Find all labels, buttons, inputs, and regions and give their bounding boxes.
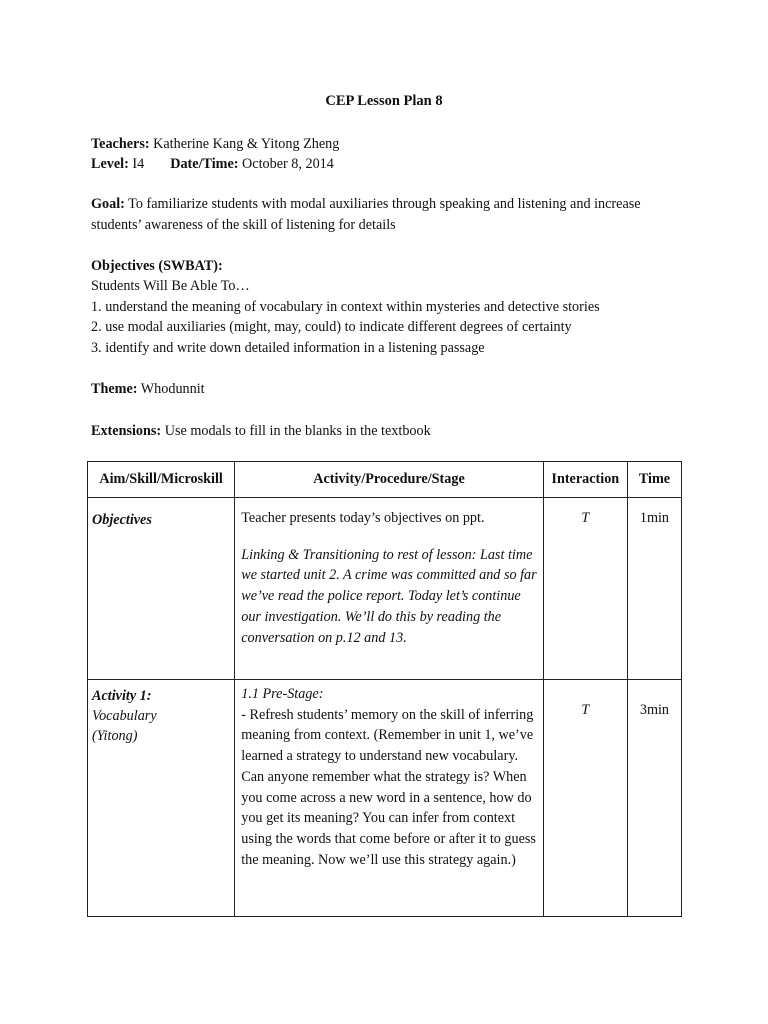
procedure-cell <box>235 680 544 917</box>
goal-text: To familiarize students with modal auxiliaries through speaking and listening and increase students’ awareness of the skill of listening for details <box>91 196 641 233</box>
interaction-value: T <box>581 510 590 526</box>
teachers-label: Teachers: <box>91 136 150 152</box>
teachers-line <box>91 134 339 154</box>
theme-label: Theme: <box>91 381 138 397</box>
teachers-value: Katherine Kang & Yitong Zheng <box>149 136 340 152</box>
header-time: Time <box>627 462 681 498</box>
procedure-text: Teacher presents today’s objectives on ppt. <box>241 510 485 526</box>
extensions-label: Extensions: <box>91 423 162 439</box>
time-cell <box>627 498 681 680</box>
extensions-line <box>91 421 431 441</box>
time-value: 1min <box>639 510 670 526</box>
lesson-plan-table <box>87 461 682 917</box>
level-label: Level: <box>91 156 129 172</box>
objective-item-2: 2. use modal auxiliaries (might, may, could) to indicate different degrees of certainty <box>91 319 572 335</box>
objective-item-3: 3. identify and write down detailed information in a listening passage <box>91 340 485 356</box>
datetime-label: Date/Time: <box>170 156 239 172</box>
procedure-text: - Refresh students’ memory on the skill of inferring meaning from context. (Remember in unit 1, we’ve learned a strategy to understand new vocabulary. Can anyone remember what the strategy is? When you come across a new word in a sentence, how do you get its meaning? You can infer from context using the words that come before or after it to guess the meaning. Now we’ll use this strategy again.) <box>241 706 536 868</box>
extensions-value: Use modals to fill in the blanks in the textbook <box>161 423 431 439</box>
transition-text: Linking & Transitioning to rest of lesson: Last time we started unit 2. A crime was committed and so far we’ve read the police report. Today let’s continue our investigation. We’ll do this by reading the conversation on p.12 and 13. <box>241 546 537 646</box>
swbat-line: Students Will Be Able To… <box>91 278 250 294</box>
aim-cell <box>88 498 235 680</box>
time-cell <box>627 680 681 917</box>
objectives-heading: Objectives (SWBAT): <box>91 258 223 274</box>
level-date-line <box>91 154 334 174</box>
spacer <box>241 529 537 545</box>
theme-line <box>91 379 205 399</box>
interaction-cell <box>543 680 627 917</box>
lesson-plan-title: CEP Lesson Plan 8 <box>325 93 443 109</box>
stage-label: 1.1 Pre-Stage: <box>241 686 324 702</box>
activity-title: Activity 1: <box>92 688 152 704</box>
procedure-content <box>235 680 543 878</box>
activity-teacher: (Yitong) <box>92 728 138 744</box>
table-header-row <box>88 462 682 498</box>
table-row <box>88 680 682 917</box>
header-interaction: Interaction <box>543 462 627 498</box>
theme-value: Whodunnit <box>137 381 205 397</box>
header-procedure: Activity/Procedure/Stage <box>235 462 544 498</box>
aim-activity <box>88 680 234 746</box>
interaction-cell <box>543 498 627 680</box>
aim-cell <box>88 680 235 917</box>
aim-objectives: Objectives <box>92 512 152 528</box>
datetime-value: October 8, 2014 <box>238 156 334 172</box>
level-value: I4 <box>128 156 145 172</box>
procedure-content <box>235 498 543 656</box>
time-value: 3min <box>639 702 670 718</box>
procedure-cell <box>235 498 544 680</box>
interaction-value: T <box>581 702 590 718</box>
goal-label: Goal: <box>91 196 125 212</box>
header-aim: Aim/Skill/Microskill <box>88 462 235 498</box>
objective-item-1: 1. understand the meaning of vocabulary in context within mysteries and detective stories <box>91 299 600 315</box>
activity-skill: Vocabulary <box>92 708 157 724</box>
table-row <box>88 498 682 680</box>
goal-paragraph <box>91 194 691 236</box>
